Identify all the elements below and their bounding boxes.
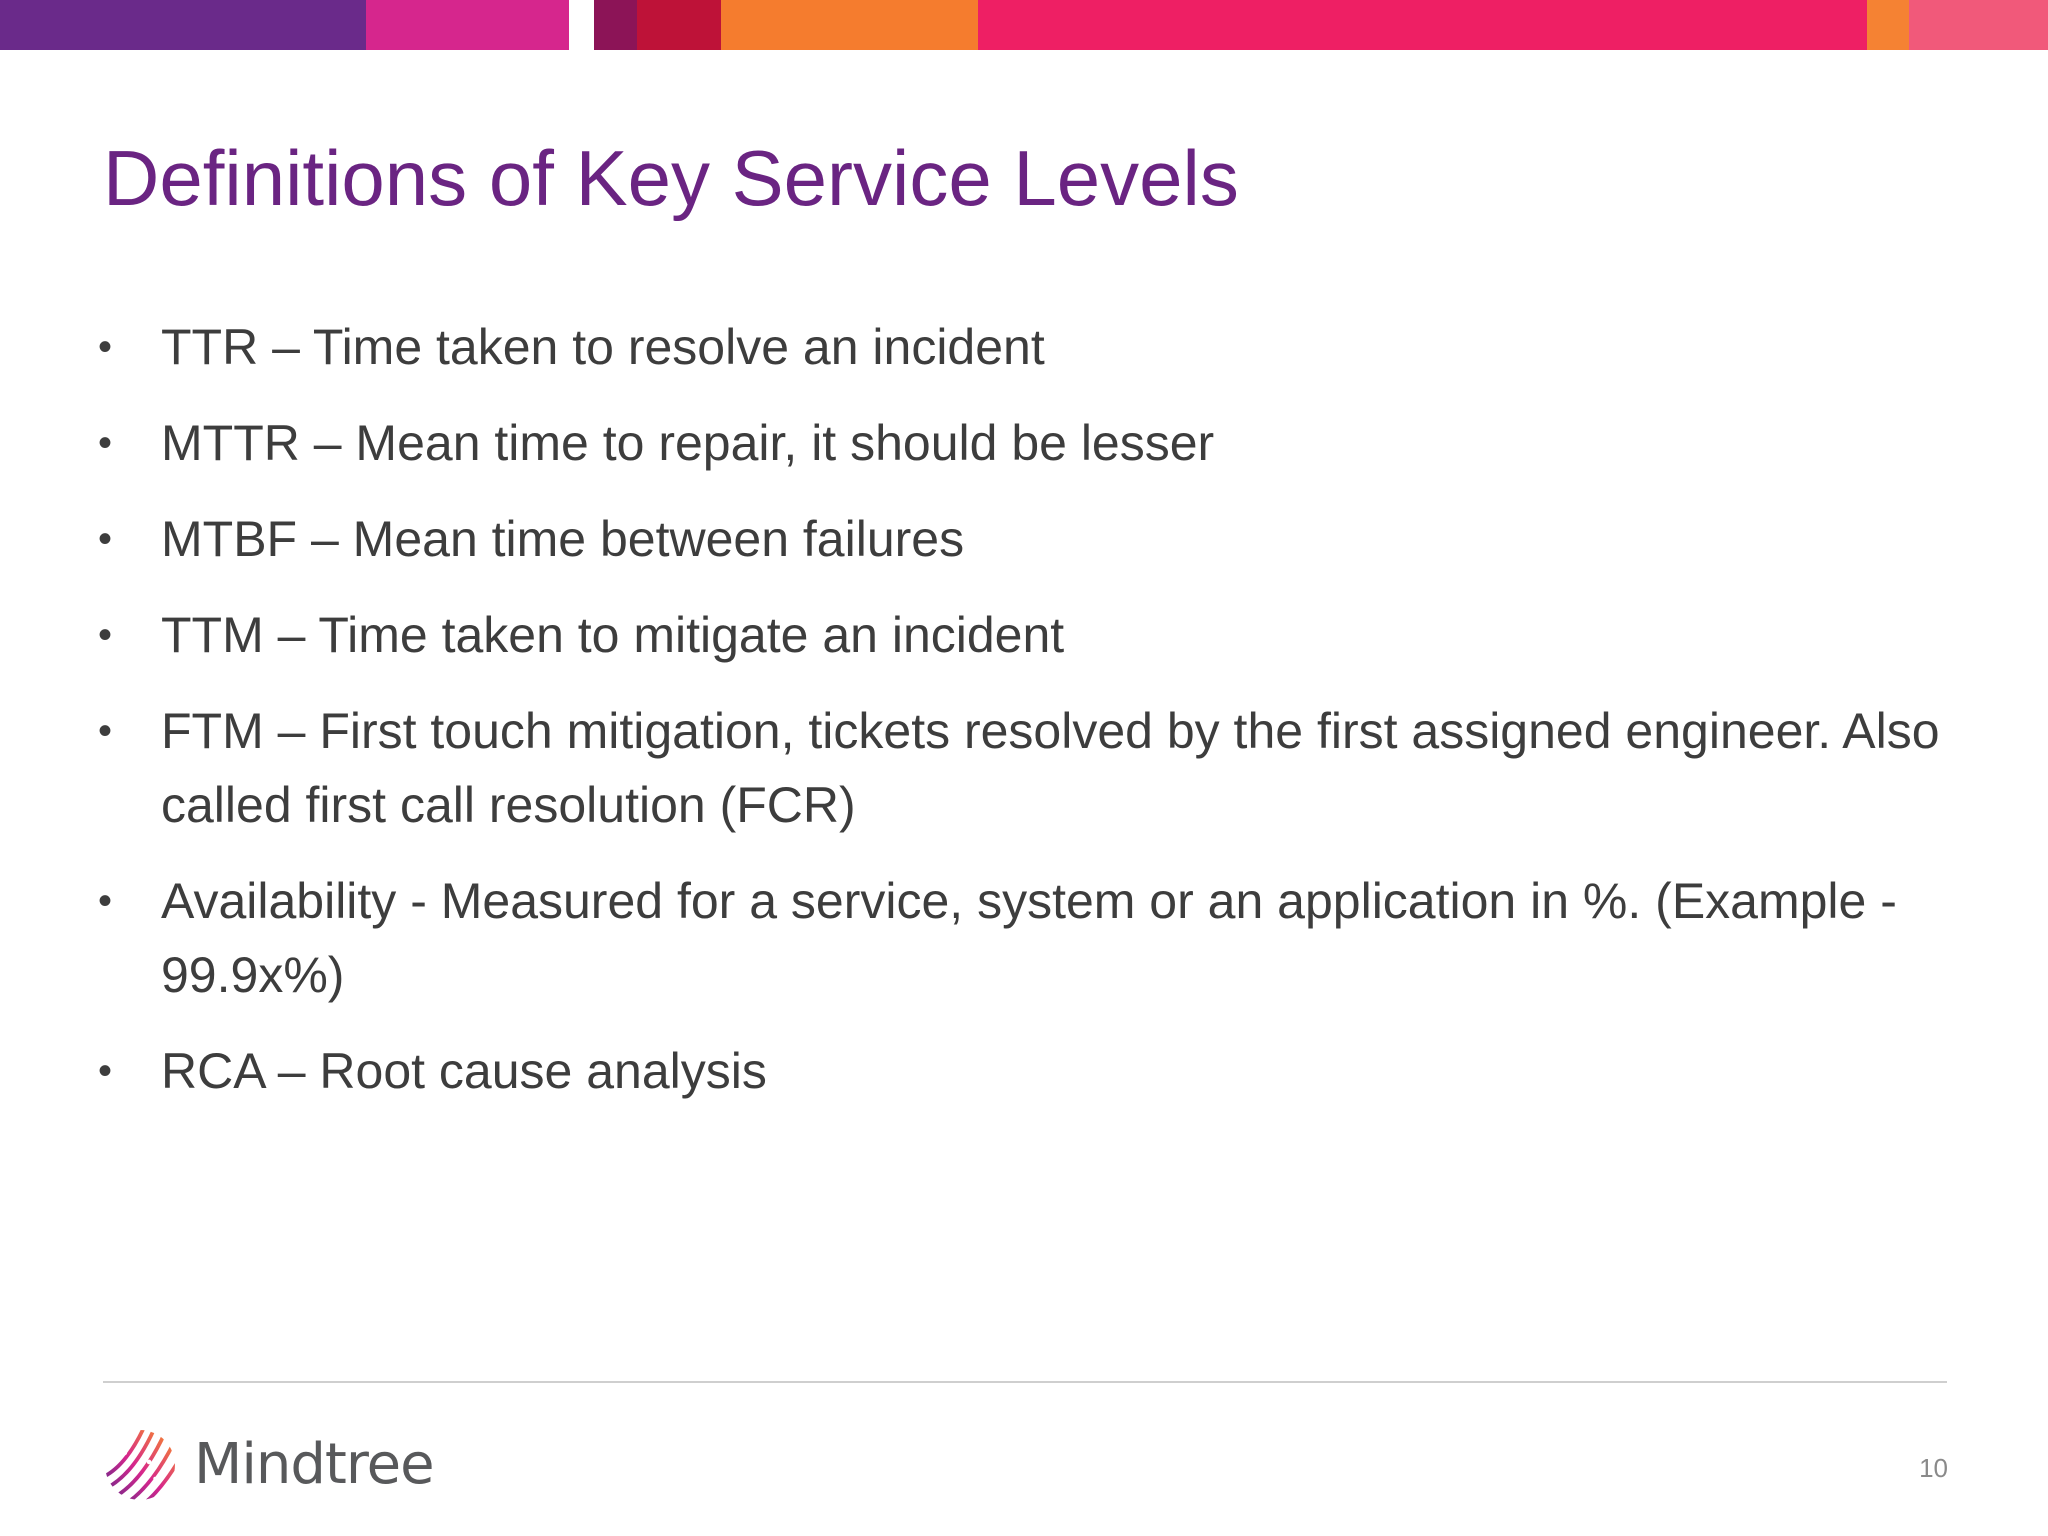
bullet-icon: • — [98, 709, 113, 753]
band-segment — [978, 0, 1867, 50]
bullet-text: Availability - Measured for a service, system or an application in %. (Example - 99.9x%) — [161, 873, 1897, 1003]
bullet-item — [96, 864, 1956, 1012]
bullet-icon: • — [98, 879, 113, 923]
bullet-icon: • — [98, 1049, 113, 1093]
bullet-item — [96, 1034, 1956, 1108]
bullet-text: RCA – Root cause analysis — [161, 1043, 767, 1099]
band-segment — [0, 0, 366, 50]
bullet-icon: • — [98, 517, 113, 561]
bullet-list — [96, 310, 1956, 1130]
band-segment — [366, 0, 569, 50]
bullet-item — [96, 694, 1956, 842]
bullet-icon: • — [98, 613, 113, 657]
bullet-text: TTM – Time taken to mitigate an incident — [161, 607, 1065, 663]
company-logo — [102, 1425, 434, 1505]
band-segment — [594, 0, 637, 50]
bullet-icon: • — [98, 325, 113, 369]
page-number: 10 — [1919, 1453, 1948, 1483]
mindtree-logo-icon — [102, 1427, 178, 1503]
logo-wordmark: Mindtree — [194, 1432, 434, 1497]
bullet-item — [96, 502, 1956, 576]
footer-divider — [103, 1381, 1947, 1383]
bullet-text: MTBF – Mean time between failures — [161, 511, 965, 567]
bullet-text: FTM – First touch mitigation, tickets resolved by the first assigned engineer. Also called first call resolution (FCR) — [161, 703, 1940, 833]
top-color-band — [0, 0, 2048, 50]
band-segment — [721, 0, 978, 50]
band-segment — [637, 0, 721, 50]
bullet-item — [96, 406, 1956, 480]
bullet-icon: • — [98, 421, 113, 465]
bullet-text: MTTR – Mean time to repair, it should be lesser — [161, 415, 1215, 471]
slide-title: Definitions of Key Service Levels — [103, 134, 1239, 222]
bullet-item — [96, 310, 1956, 384]
band-segment — [1867, 0, 1909, 50]
bullet-item — [96, 598, 1956, 672]
bullet-text: TTR – Time taken to resolve an incident — [161, 319, 1045, 375]
band-segment — [1909, 0, 2048, 50]
